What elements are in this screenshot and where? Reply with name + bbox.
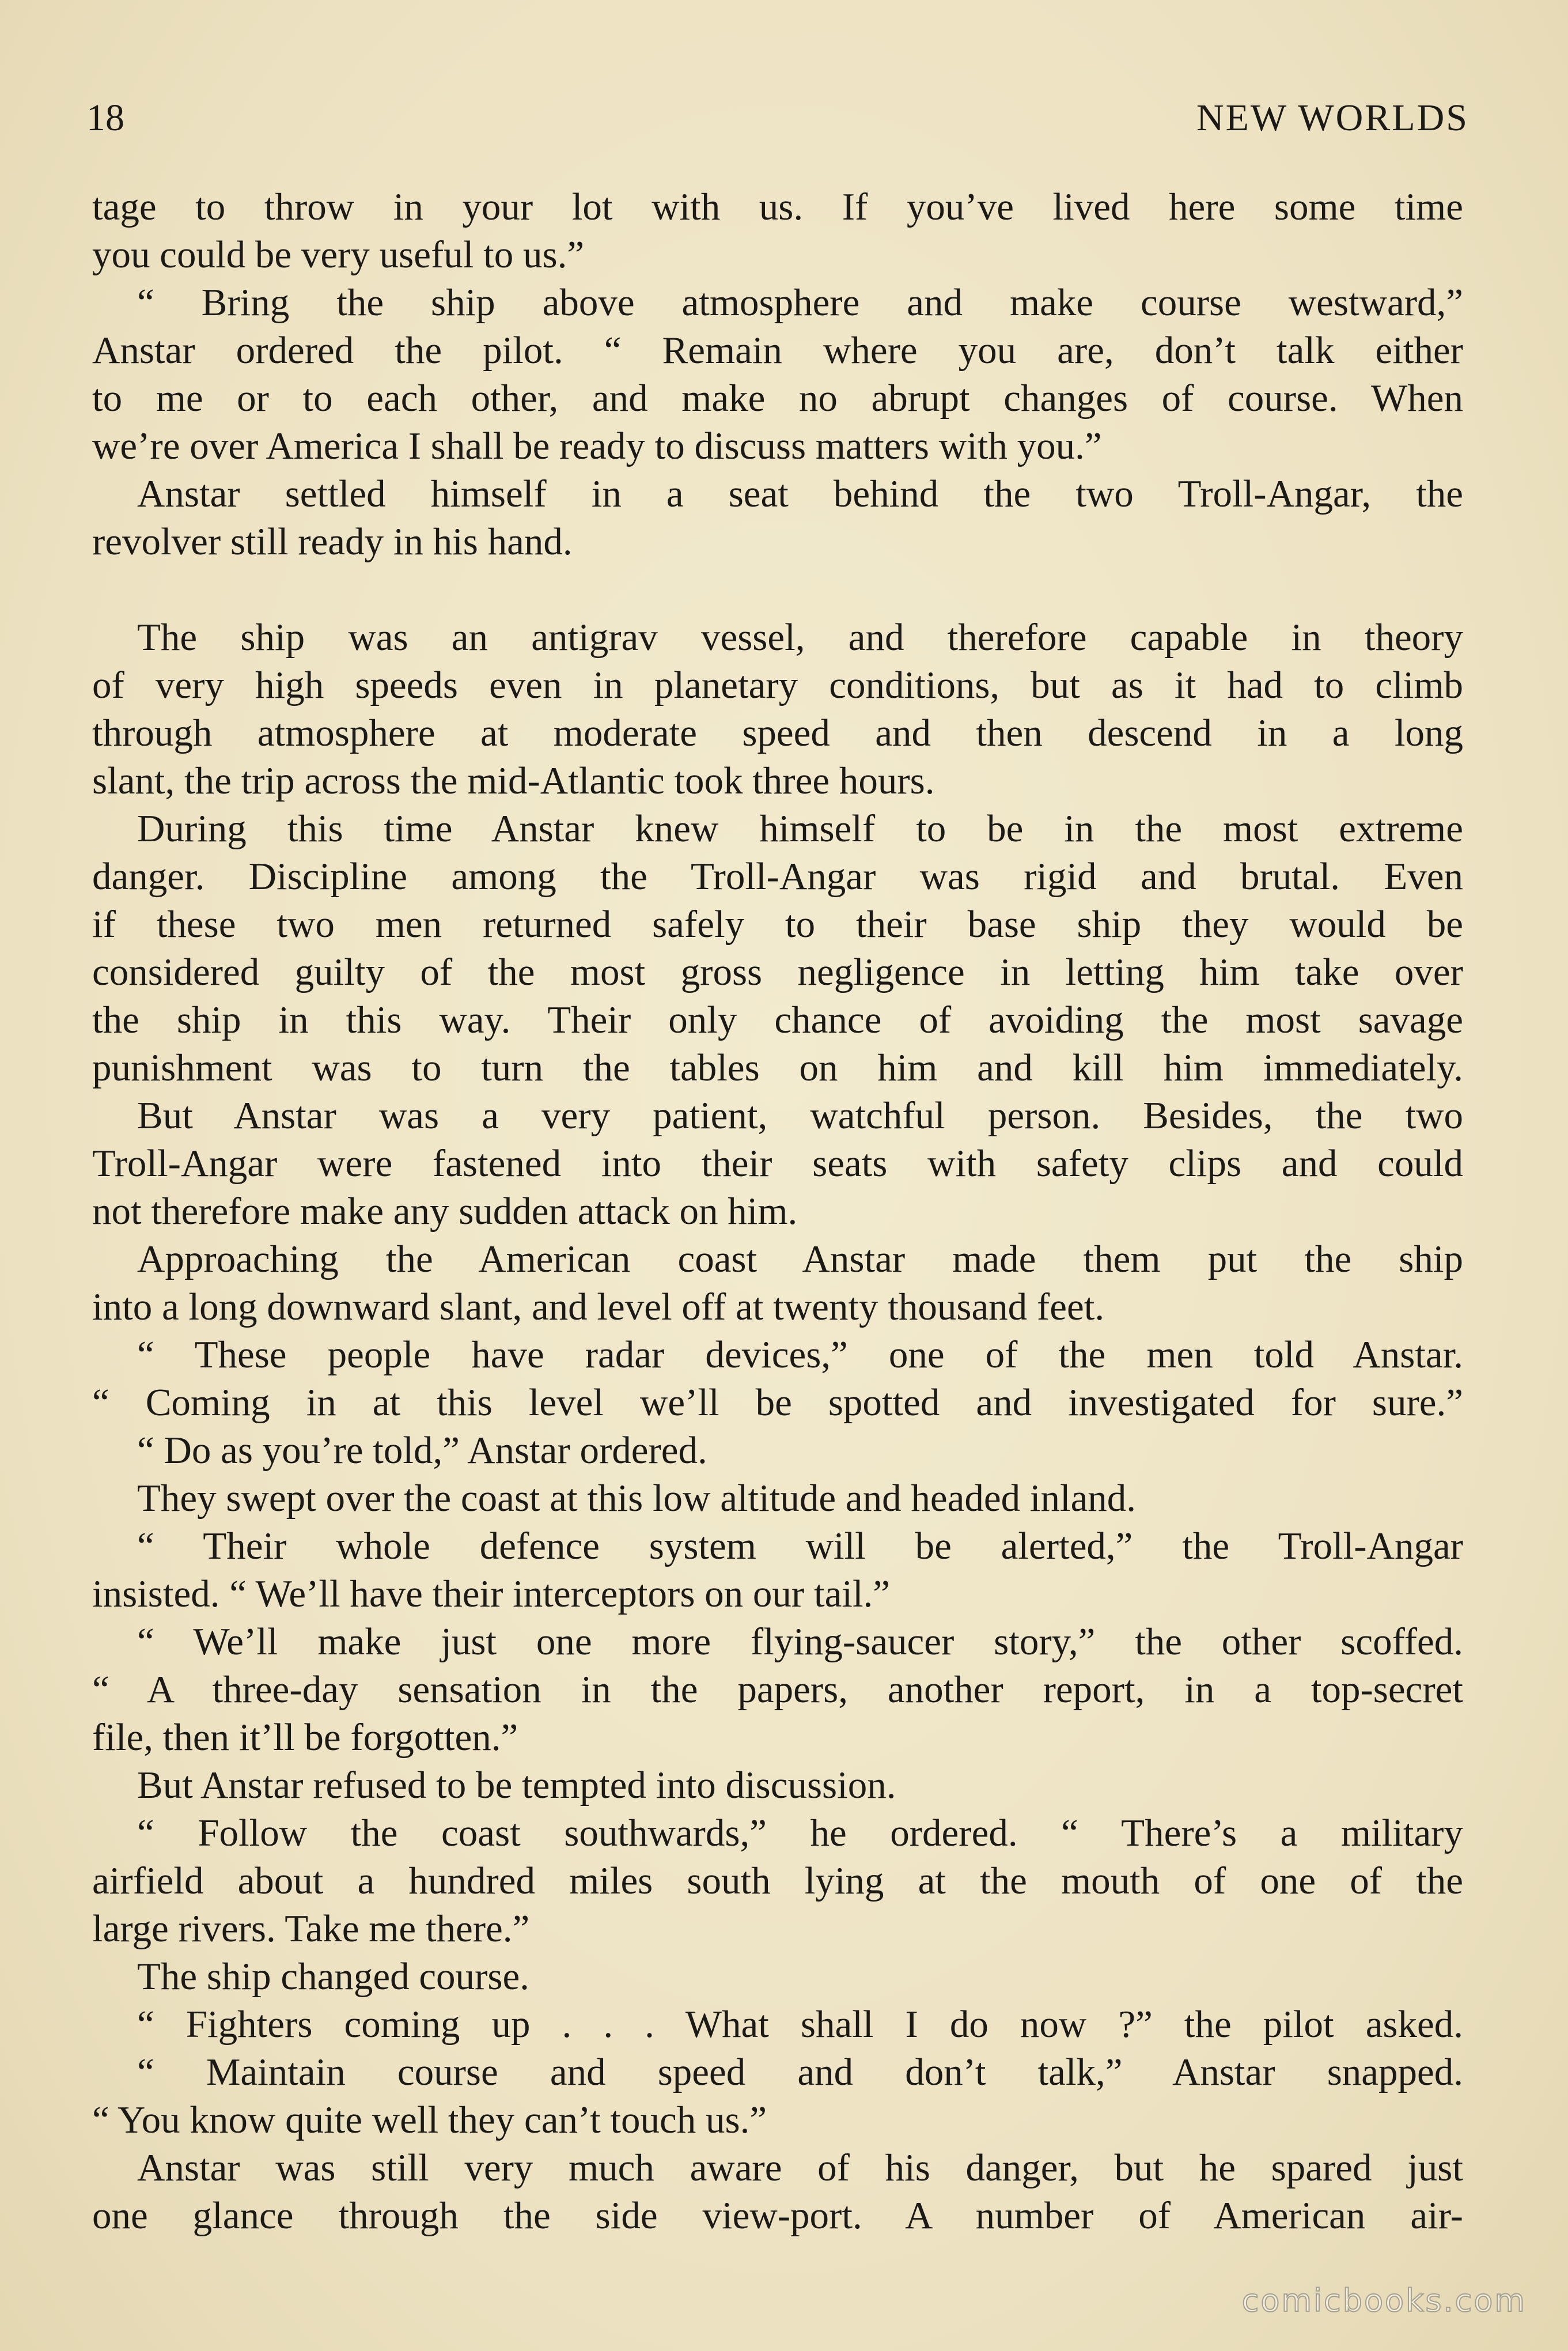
text-line: we’re over America I shall be ready to discuss matters with you.” xyxy=(92,425,1102,467)
text-line: “ These people have radar devices,” one of the men told Anstar. xyxy=(137,1333,1463,1376)
text-line: Approaching the American coast Anstar made them put the ship xyxy=(137,1238,1463,1280)
text-line: you could be very useful to us.” xyxy=(92,233,585,276)
text-line: large rivers. Take me there.” xyxy=(92,1907,530,1950)
text-line: danger. Discipline among the Troll-Angar was rigid and brutal. Even xyxy=(92,855,1463,898)
text-line: “ A three-day sensation in the papers, another report, in a top-secret xyxy=(92,1668,1463,1711)
text-line: if these two men returned safely to their base ship they would be xyxy=(92,903,1463,946)
text-line: not therefore make any sudden attack on him. xyxy=(92,1190,798,1233)
text-line: Anstar ordered the pilot. “ Remain where you are, don’t talk either xyxy=(92,329,1463,372)
text-line: “ Maintain course and speed and don’t talk,” Anstar snapped. xyxy=(137,2051,1463,2093)
page-number: 18 xyxy=(86,97,124,139)
text-line: During this time Anstar knew himself to be in the most extreme xyxy=(137,807,1463,850)
text-line: But Anstar was a very patient, watchful person. Besides, the two xyxy=(137,1094,1463,1137)
text-line: The ship changed course. xyxy=(137,1955,529,1998)
text-line: the ship in this way. Their only chance of avoiding the most savage xyxy=(92,999,1463,1041)
text-line: through atmosphere at moderate speed and then descend in a long xyxy=(92,712,1463,754)
text-line: Troll-Angar were fastened into their seats with safety clips and could xyxy=(92,1142,1463,1185)
page-header xyxy=(86,86,1469,150)
text-line: “ We’ll make just one more flying-saucer story,” the other scoffed. xyxy=(137,1620,1463,1663)
section-break xyxy=(92,566,1463,614)
text-line: tage to throw in your lot with us. If you’ve lived here some time xyxy=(92,186,1463,228)
text-line: Anstar settled himself in a seat behind the two Troll-Angar, the xyxy=(137,473,1463,515)
text-line: “ Follow the coast southwards,” he ordered. “ There’s a military xyxy=(137,1812,1463,1854)
text-line: to me or to each other, and make no abrupt changes of course. When xyxy=(92,377,1463,419)
text-line: one glance through the side view-port. A number of American air- xyxy=(92,2194,1463,2237)
text-line: revolver still ready in his hand. xyxy=(92,520,573,563)
text-line: But Anstar refused to be tempted into discussion. xyxy=(137,1764,896,1806)
text-line: “ Bring the ship above atmosphere and make course westward,” xyxy=(137,281,1463,324)
text-line: They swept over the coast at this low altitude and headed inland. xyxy=(137,1477,1137,1520)
text-line: “ You know quite well they can’t touch us.” xyxy=(92,2099,767,2141)
text-line: file, then it’ll be forgotten.” xyxy=(92,1716,518,1759)
text-line: Anstar was still very much aware of his danger, but he spared just xyxy=(137,2146,1463,2189)
text-line: of very high speeds even in planetary conditions, but as it had to climb xyxy=(92,664,1463,706)
text-line: The ship was an antigrav vessel, and therefore capable in theory xyxy=(137,616,1463,659)
text-line: “ Their whole defence system will be alerted,” the Troll-Angar xyxy=(137,1525,1463,1567)
text-line: considered guilty of the most gross negligence in letting him take over xyxy=(92,951,1463,993)
text-line: “ Fighters coming up . . . What shall I do now ?” the pilot asked. xyxy=(137,2003,1463,2046)
text-line: “ Do as you’re told,” Anstar ordered. xyxy=(137,1429,707,1472)
text-line: slant, the trip across the mid-Atlantic took three hours. xyxy=(92,759,935,802)
text-line: insisted. “ We’ll have their interceptors on our tail.” xyxy=(92,1573,891,1615)
text-line: airfield about a hundred miles south lying at the mouth of one of the xyxy=(92,1859,1463,1902)
running-head: NEW WORLDS xyxy=(1196,97,1469,139)
body-text xyxy=(92,183,1463,2240)
text-line: punishment was to turn the tables on him and kill him immediately. xyxy=(92,1046,1463,1089)
text-line: “ Coming in at this level we’ll be spotted and investigated for sure.” xyxy=(92,1381,1463,1424)
text-line: into a long downward slant, and level off at twenty thousand feet. xyxy=(92,1286,1105,1328)
watermark: comicbooks.com xyxy=(1241,2282,1527,2319)
